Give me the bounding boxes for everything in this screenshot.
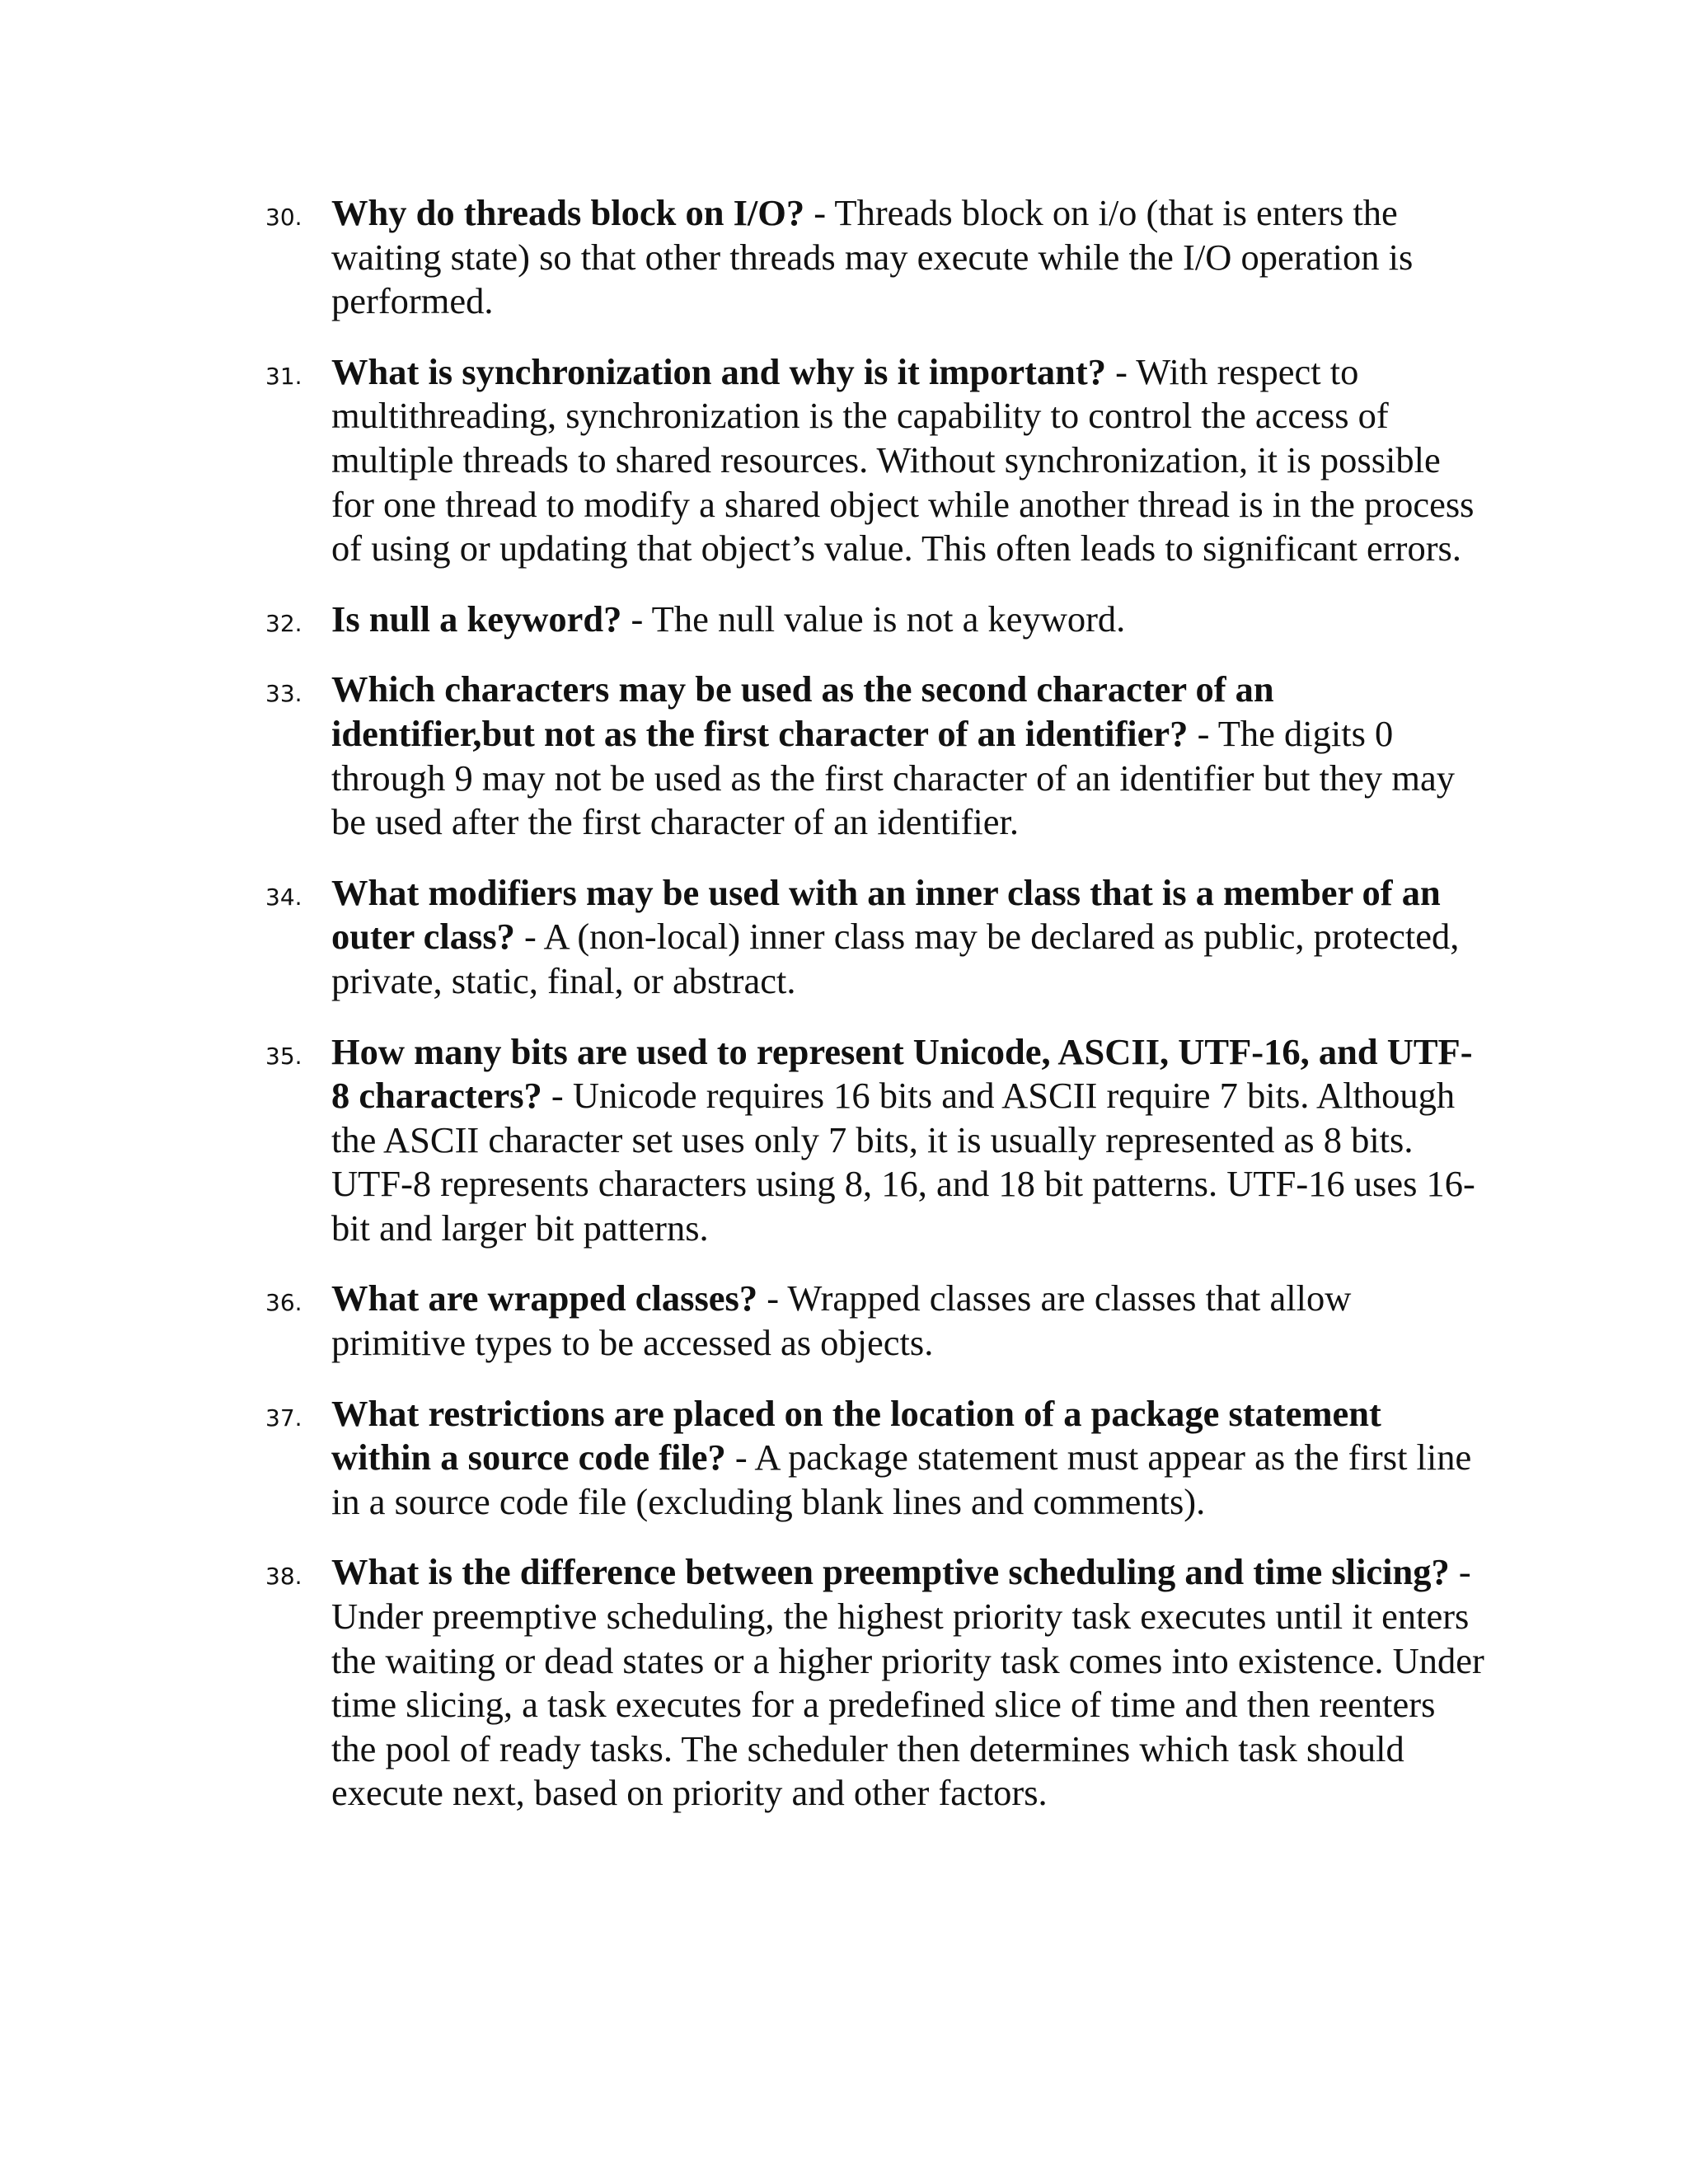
answer-text: - Threads block on i/o (that is enters the waiting state) so that other threads may execute while the I/O operation is performed.	[331, 192, 1414, 322]
item-text	[331, 668, 1485, 844]
item-number: 35.	[265, 1042, 302, 1070]
list-item	[265, 871, 1485, 1004]
item-number: 37.	[265, 1404, 302, 1432]
answer-text: - The null value is not a keyword.	[621, 598, 1126, 640]
item-number: 33.	[265, 680, 302, 708]
item-text	[331, 1030, 1485, 1251]
answer-text: - A (non-local) inner class may be declared as public, protected, private, static, final, or abstract.	[331, 916, 1460, 1001]
question-text: Is null a keyword?	[331, 598, 622, 640]
item-text	[331, 350, 1485, 571]
item-text	[331, 1550, 1485, 1816]
list-item	[265, 1392, 1485, 1525]
list-item	[265, 191, 1485, 324]
question-text: What is the difference between preemptive scheduling and time slicing?	[331, 1551, 1450, 1593]
question-text: Which characters may be used as the second character of an identifier,but not as the first character of an identifier?	[331, 668, 1274, 754]
question-text: What are wrapped classes?	[331, 1277, 758, 1319]
item-number: 36.	[265, 1289, 302, 1317]
list-item	[265, 1550, 1485, 1816]
question-text: What modifiers may be used with an inner class that is a member of an outer class?	[331, 871, 1441, 958]
item-number: 31.	[265, 362, 302, 390]
item-number: 30.	[265, 204, 302, 231]
answer-text: - The digits 0 through 9 may not be used as the first character of an identifier but they may be used after the first character of an identifier.	[331, 712, 1455, 843]
item-number: 32.	[265, 609, 302, 637]
item-text	[331, 871, 1485, 1004]
list-item	[265, 668, 1485, 844]
list-item	[265, 598, 1485, 642]
list-item	[265, 1030, 1485, 1251]
item-text	[331, 1277, 1485, 1365]
item-number: 38.	[265, 1563, 302, 1591]
item-text	[331, 1392, 1485, 1525]
question-list	[265, 191, 1485, 1842]
answer-text: - A package statement must appear as the first line in a source code file (excluding blank lines and comments).	[331, 1436, 1472, 1522]
item-number: 34.	[265, 883, 302, 911]
answer-text: - Unicode requires 16 bits and ASCII require 7 bits. Although the ASCII character set uses only 7 bits, it is usually represented as 8 bits. UTF-8 represents characters using 8, 16, and 18 bit patterns. UTF-16 uses 16-bit and larger bit patterns.	[331, 1075, 1475, 1249]
question-text: Why do threads block on I/O?	[331, 192, 805, 233]
item-text	[331, 598, 1485, 642]
question-text: What is synchronization and why is it important?	[331, 350, 1106, 392]
answer-text: - Under preemptive scheduling, the highest priority task executes until it enters the waiting or dead states or a higher priority task comes into existence. Under time slicing, a task executes for a predefined slice of time and then reenters the pool of ready tasks. The scheduler then determines which task should execute next, based on priority and other factors.	[331, 1551, 1484, 1814]
answer-text: - With respect to multithreading, synchronization is the capability to control the access of multiple threads to shared resources. Without synchronization, it is possible for one thread to modify a shared object while another thread is in the process of using or updating that object’s value. This often leads to significant errors.	[331, 350, 1475, 569]
question-text: What restrictions are placed on the location of a package statement within a source code file?	[331, 1392, 1381, 1479]
list-item	[265, 1277, 1485, 1365]
list-item	[265, 350, 1485, 571]
item-text	[331, 191, 1485, 324]
answer-text: - Wrapped classes are classes that allow primitive types to be accessed as objects.	[331, 1277, 1352, 1364]
question-text: How many bits are used to represent Unicode, ASCII, UTF-16, and UTF-8 characters?	[331, 1030, 1473, 1117]
